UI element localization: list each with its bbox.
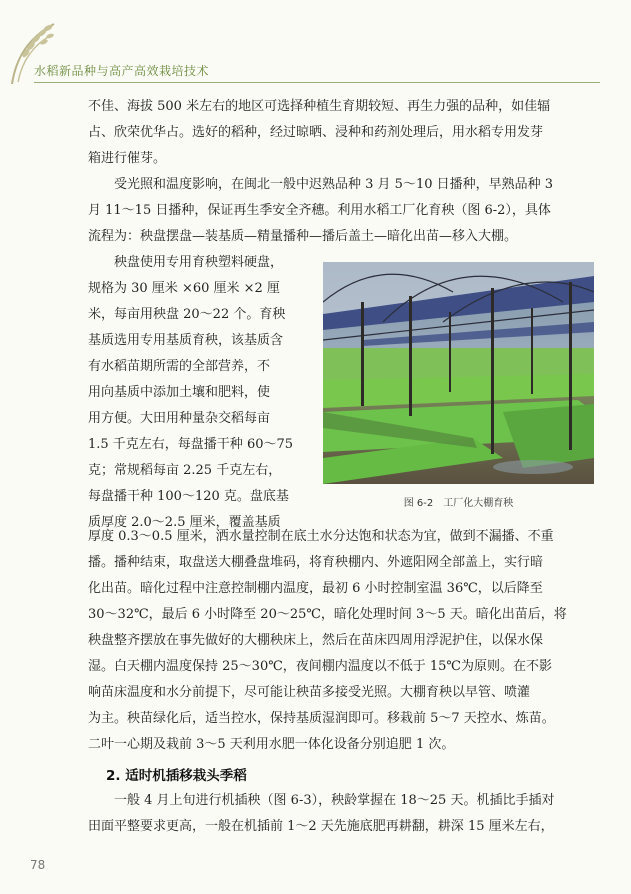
paragraph-3-wrapped (88, 250, 312, 536)
text-line: 1.5 千克左右，每盘播干种 60～75 (88, 437, 294, 452)
text-line: 湿。白天棚内温度保持 25～30℃，夜间棚内温度以不低于 15℃为原则。在不影 (88, 659, 552, 674)
text-line: 箱进行催芽。 (88, 151, 167, 166)
text-line: 流程为：秧盘摆盘—装基质—精量播种—播后盖土—暗化出苗—移入大棚。 (88, 229, 518, 244)
text-line: 为主。秧苗绿化后，适当控水，保持基质湿润即可。移栽前 5～7 天控水、炼苗。 (88, 711, 555, 726)
text-line: 30～32℃，最后 6 小时降至 20～25℃，暗化处理时间 3～5 天。暗化出苗后，将 (88, 607, 567, 622)
text-line: 基质选用专用基质育秧，该基质含 (88, 333, 284, 348)
text-line: 有水稻苗期所需的全部营养，不 (88, 359, 271, 374)
text-line: 化出苗。暗化过程中注意控制棚内温度，最初 6 小时控制室温 36℃，以后降至 (88, 581, 543, 596)
text-line: 二叶一心期及栽前 3～5 天利用水肥一体化设备分别追肥 1 次。 (88, 737, 455, 752)
text-line: 厚度 0.3～0.5 厘米，洒水量控制在底土水分达饱和状态为宜，做到不漏播、不重 (88, 529, 554, 544)
greenhouse-illustration (323, 262, 594, 484)
greenhouse-photo (323, 262, 594, 484)
text-line: 秧盘整齐摆放在事先做好的大棚秧床上，然后在苗床四周用浮泥护住，以保水保 (88, 633, 544, 648)
text-line: 月 11～15 日播种，保证再生季安全齐穗。利用水稻工厂化育秧（图 6-2），具体 (88, 203, 551, 218)
paragraph-2 (88, 172, 594, 250)
text-line: 一般 4 月上旬进行机插秧（图 6-3），秧龄掌握在 18～25 天。机插比手插对 (114, 793, 555, 808)
text-line: 规格为 30 厘米 ×60 厘米 ×2 厘 (88, 281, 280, 296)
text-line: 秧盘使用专用育秧塑料硬盘， (114, 255, 284, 270)
section-heading: 2. 适时机插移栽头季稻 (106, 768, 247, 784)
text-line: 质厚度 2.0～2.5 厘米，覆盖基质 (88, 515, 281, 530)
header-title: 水稻新品种与高产高效栽培技术 (34, 64, 210, 78)
paragraph-1 (88, 94, 594, 172)
paragraph-3-continued (88, 524, 594, 758)
text-line: 克；常规稻每亩 2.25 千克左右， (88, 463, 282, 478)
header-divider (34, 82, 600, 83)
page-number: 78 (30, 858, 46, 872)
text-line: 响苗床温度和水分前提下，尽可能让秧苗多接受光照。大棚育秧以早管、喷灌 (88, 685, 531, 700)
text-line: 受光照和温度影响，在闽北一般中迟熟品种 3 月 5～10 日播种，早熟品种 3 (114, 177, 554, 192)
text-line: 田面平整要求更高，一般在机插前 1～2 天先施底肥再耕翻，耕深 15 厘米左右， (88, 819, 554, 834)
text-line: 用向基质中添加土壤和肥料，使 (88, 385, 271, 400)
text-line: 每盘播干种 100～120 克。盘底基 (88, 489, 289, 504)
text-line: 米，每亩用秧盘 20～22 个。育秧 (88, 307, 286, 322)
text-line: 播。播种结束，取盘送大棚叠盘堆码，将育秧棚内、外遮阳网全部盖上，实行暗 (88, 555, 544, 570)
figure-caption: 图 6-2 工厂化大棚育秧 (403, 498, 514, 509)
text-line: 不佳、海拔 500 米左右的地区可选择种植生育期较短、再生力强的品种，如佳辐 (88, 99, 551, 114)
text-line: 用方便。大田用种量杂交稻每亩 (88, 411, 271, 426)
paragraph-4 (88, 788, 594, 840)
text-line: 占、欣荣优华占。选好的稻种，经过晾晒、浸种和药剂处理后，用水稻专用发芽 (88, 125, 544, 140)
